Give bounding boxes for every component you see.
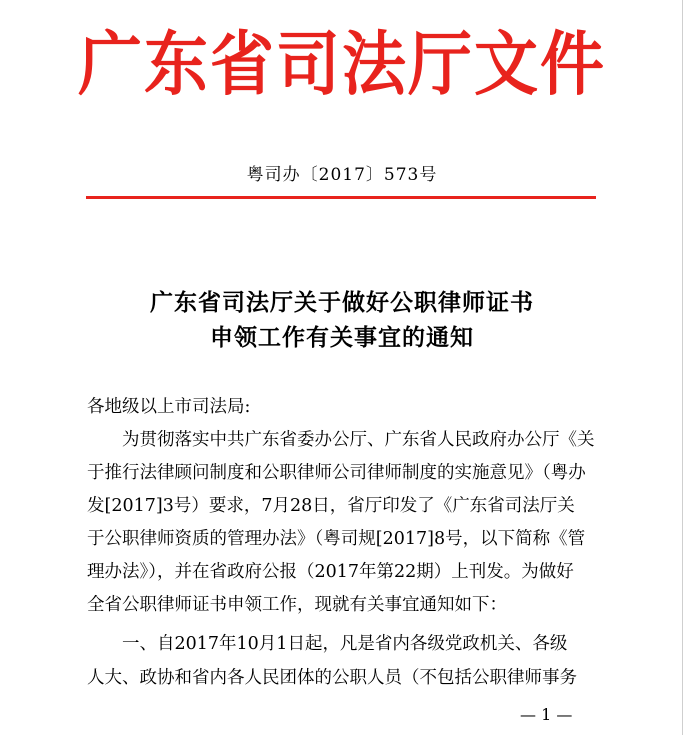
body-line: 理办法》），并在省政府公报（2017年第22期）上刊发。为做好 [87,562,574,582]
body-line: 于推行法律顾问制度和公职律师公司律师制度的实施意见》（粤办 [87,463,586,483]
header-title: 广东省司法厅文件 [78,24,606,106]
body-line: 为贯彻落实中共广东省委办公厅、广东省人民政府办公厅《关 [87,430,595,450]
document-number: 粤司办〔2017〕573号 [246,165,438,185]
red-separator-line [86,196,596,199]
body-line: 发[2017]3号）要求，7月28日，省厅印发了《广东省司法厅关 [87,496,575,516]
salutation: 各地级以上市司法局: [87,397,251,417]
body-line: 一、自2017年10月1日起，凡是省内各级党政机关、各级 [87,634,568,654]
body-line: 人大、政协和省内各人民团体的公职人员（不包括公职律师事务 [87,668,577,688]
body-line: 于公职律师资质的管理办法》（粤司规[2017]8号，以下简称《管 [87,529,586,549]
page-number: — 1 — [520,705,573,724]
body-line: 全省公职律师证书申领工作，现就有关事宜通知如下： [87,595,507,615]
notice-title-line-1: 广东省司法厅关于做好公职律师证书 [150,289,534,316]
notice-title-line-2: 申领工作有关事宜的通知 [210,324,474,351]
